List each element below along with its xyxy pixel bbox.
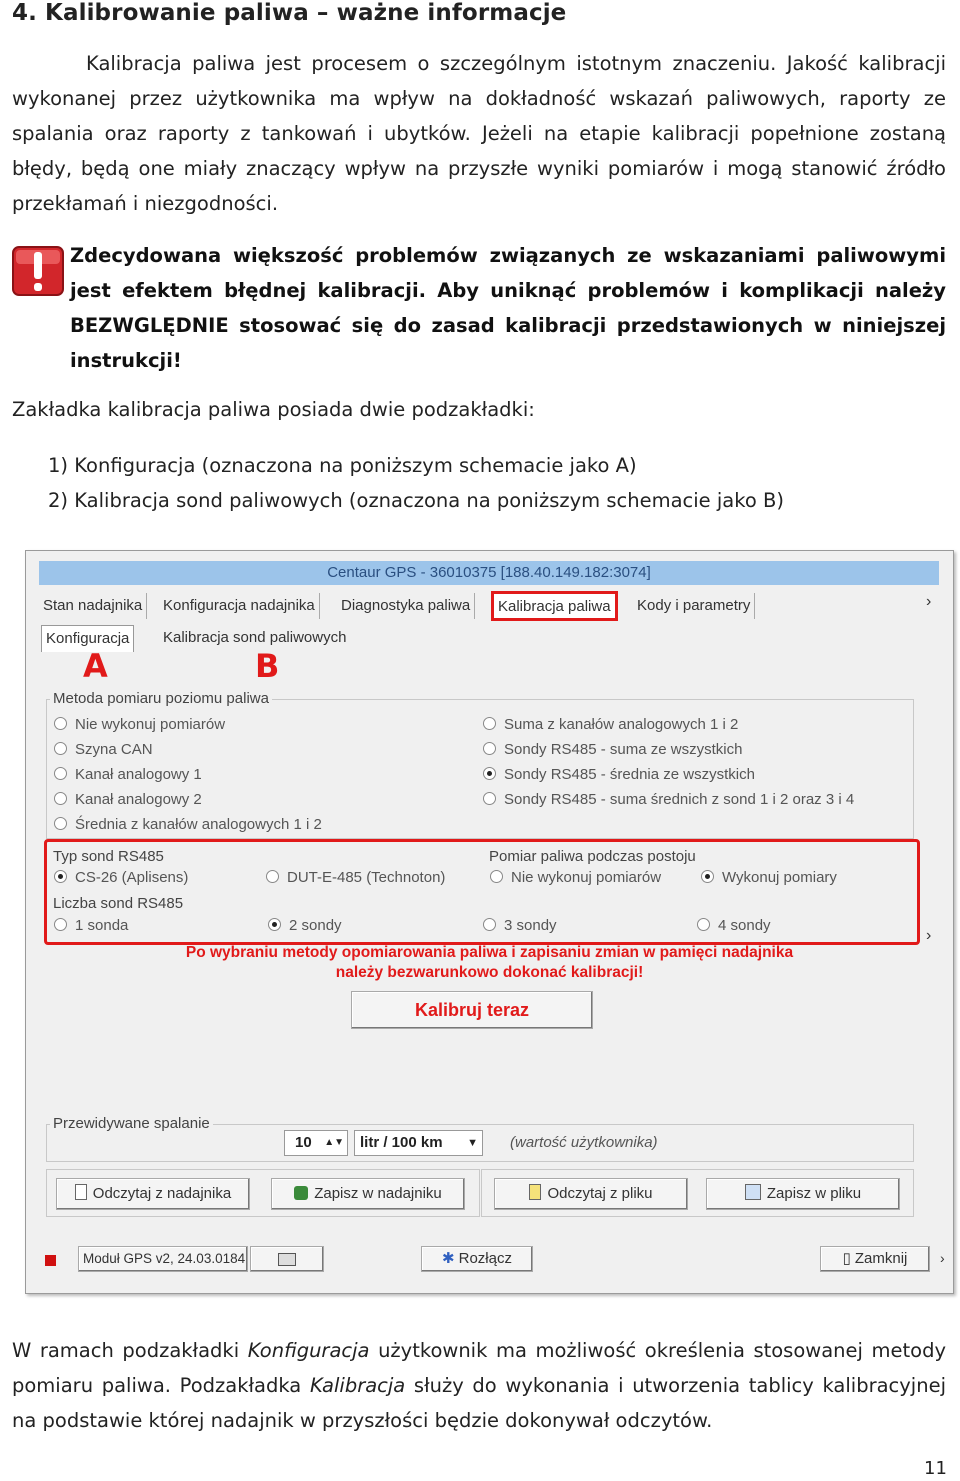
radio-method-can[interactable]: Szyna CAN <box>54 741 153 758</box>
tab-kalibracja-paliwa[interactable]: Kalibracja paliwa <box>491 591 618 621</box>
disconnect-icon: ✱ <box>442 1250 455 1267</box>
disconnect-button[interactable]: ✱ Rozłącz <box>421 1246 533 1272</box>
tab-konfiguracja-nadajnika[interactable]: Konfiguracja nadajnika <box>159 593 320 619</box>
file-save-icon <box>745 1184 761 1200</box>
tabs-scroll-icon[interactable]: › <box>926 593 932 610</box>
section-heading: 4. Kalibrowanie paliwa – ważne informacje <box>12 0 567 26</box>
radio-count-1[interactable]: 1 sonda <box>54 917 128 934</box>
stop-legend: Pomiar paliwa podczas postoju <box>486 848 699 865</box>
write-file-button[interactable]: Zapisz w pliku <box>706 1178 900 1210</box>
close-button[interactable]: ▯ Zamknij <box>820 1246 930 1272</box>
calibrate-now-button[interactable]: Kalibruj teraz <box>351 991 593 1029</box>
subtab-kalibracja-sond[interactable]: Kalibracja sond paliwowych <box>163 629 347 646</box>
document-icon <box>75 1184 87 1200</box>
red-message-1: Po wybraniu metody opomiarowania paliwa i zapisaniu zmian w pamięci nadajnika <box>185 944 794 961</box>
radio-method-rs485-sum-avg[interactable]: Sondy RS485 - suma średnich z sond 1 i 2 oraz 3 i 4 <box>483 791 854 808</box>
radio-method-rs485-sum[interactable]: Sondy RS485 - suma ze wszystkich <box>483 741 742 758</box>
method-legend: Metoda pomiaru poziomu paliwa <box>50 690 272 707</box>
consumption-input[interactable]: 10 ▲▼ <box>284 1130 348 1156</box>
radio-method-rs485-avg[interactable]: Sondy RS485 - średnia ze wszystkich <box>483 766 755 783</box>
radio-method-analog1[interactable]: Kanał analogowy 1 <box>54 766 202 783</box>
warning-exclamation-icon <box>12 246 64 296</box>
marker-a: A <box>83 647 108 685</box>
panel-scroll-icon[interactable]: › <box>926 927 932 944</box>
radio-probe-cs26[interactable]: CS-26 (Aplisens) <box>54 869 188 886</box>
consumption-legend: Przewidywane spalanie <box>50 1115 213 1132</box>
intro-paragraph: Kalibracja paliwa jest procesem o szczególnym istotnym znaczeniu. Jakość kalibracji wykonanej przez użytkownika ma wpływ na dokładność wskazań paliwowych, raporty ze spalania oraz raporty z tankowań i ubytków. Jeżeli na etapie kalibracji popełnione zostaną błędy, będą one miały znaczący wpływ na przyszłe wyniki pomiarów i mogą stanowić źródło przekłamań i niezgodności. <box>12 52 946 215</box>
print-button[interactable] <box>250 1246 324 1272</box>
radio-count-2[interactable]: 2 sondy <box>268 917 342 934</box>
subtab-konfiguracja[interactable]: Konfiguracja <box>41 625 134 652</box>
window-title: Centaur GPS - 36010375 [188.40.149.182:3074] <box>39 561 939 585</box>
closing-paragraph: W ramach podzakładki Konfiguracja użytkownik ma możliwość określenia stosowanej metody pomiaru paliwa. Podzakładka Kalibracja służy do wykonania i utworzenia tablicy kalibracyjnej na podstawie której nadajnik w przyszłości będzie dokonywał odczytów. <box>12 1339 946 1432</box>
subtab-list <box>48 448 784 518</box>
marker-b: B <box>255 647 280 685</box>
chevron-down-icon[interactable]: ▼ <box>467 1137 478 1149</box>
printer-icon <box>278 1253 296 1266</box>
app-screenshot <box>25 550 954 1294</box>
tab-stan-nadajnika[interactable]: Stan nadajnika <box>39 593 147 619</box>
list-item: 2) Kalibracja sond paliwowych (oznaczona na poniższym schemacie jako B) <box>48 489 784 512</box>
connection-status-icon <box>45 1255 56 1266</box>
count-legend: Liczba sond RS485 <box>50 895 186 912</box>
exit-door-icon: ▯ <box>842 1250 851 1267</box>
red-message-2: należy bezwarunkowo dokonać kalibracji! <box>335 964 644 981</box>
sub-tabs <box>39 625 919 653</box>
list-item: 1) Konfiguracja (oznaczona na poniższym schemacie jako A) <box>48 454 637 477</box>
write-device-button[interactable]: Zapisz w nadajniku <box>271 1178 465 1210</box>
file-open-icon <box>529 1184 541 1200</box>
radio-method-analog-sum[interactable]: Suma z kanałów analogowych 1 i 2 <box>483 716 738 733</box>
radio-method-none[interactable]: Nie wykonuj pomiarów <box>54 716 225 733</box>
radio-stop-none[interactable]: Nie wykonuj pomiarów <box>490 869 661 886</box>
read-device-button[interactable]: Odczytaj z nadajnika <box>56 1178 250 1210</box>
stepper-icon[interactable]: ▲▼ <box>324 1137 344 1148</box>
status-bar <box>38 1244 945 1276</box>
user-value-note: (wartość użytkownika) <box>510 1134 658 1151</box>
tabs-intro: Zakładka kalibracja paliwa posiada dwie podzakładki: <box>12 398 535 421</box>
warning-text: Zdecydowana większość problemów związanych ze wskazaniami paliwowymi jest efektem błędnej kalibracji. Aby uniknąć problemów i komplikacji należy BEZWGLĘDNIE stosować się do zasad kalibracji przedstawionych w niniejszej instrukcji! <box>70 244 946 372</box>
radio-stop-measure[interactable]: Wykonuj pomiary <box>701 869 837 886</box>
radio-method-analog-avg[interactable]: Średnia z kanałów analogowych 1 i 2 <box>54 816 322 833</box>
save-device-icon <box>294 1186 308 1200</box>
highlight-frame <box>44 839 920 945</box>
tab-diagnostyka-paliwa[interactable]: Diagnostyka paliwa <box>337 593 475 619</box>
read-file-button[interactable]: Odczytaj z pliku <box>494 1178 688 1210</box>
unit-select[interactable]: litr / 100 km ▼ <box>354 1130 483 1156</box>
probe-type-legend: Typ sond RS485 <box>50 848 167 865</box>
radio-method-analog2[interactable]: Kanał analogowy 2 <box>54 791 202 808</box>
module-version: Moduł GPS v2, 24.03.0184 <box>78 1246 248 1272</box>
radio-probe-dut[interactable]: DUT-E-485 (Technoton) <box>266 869 445 886</box>
tab-kody-i-parametry[interactable]: Kody i parametry <box>633 593 755 619</box>
status-scroll-icon[interactable]: › <box>940 1250 945 1266</box>
main-tabs <box>39 593 919 621</box>
radio-count-4[interactable]: 4 sondy <box>697 917 771 934</box>
radio-count-3[interactable]: 3 sondy <box>483 917 557 934</box>
page-number: 11 <box>924 1458 947 1479</box>
